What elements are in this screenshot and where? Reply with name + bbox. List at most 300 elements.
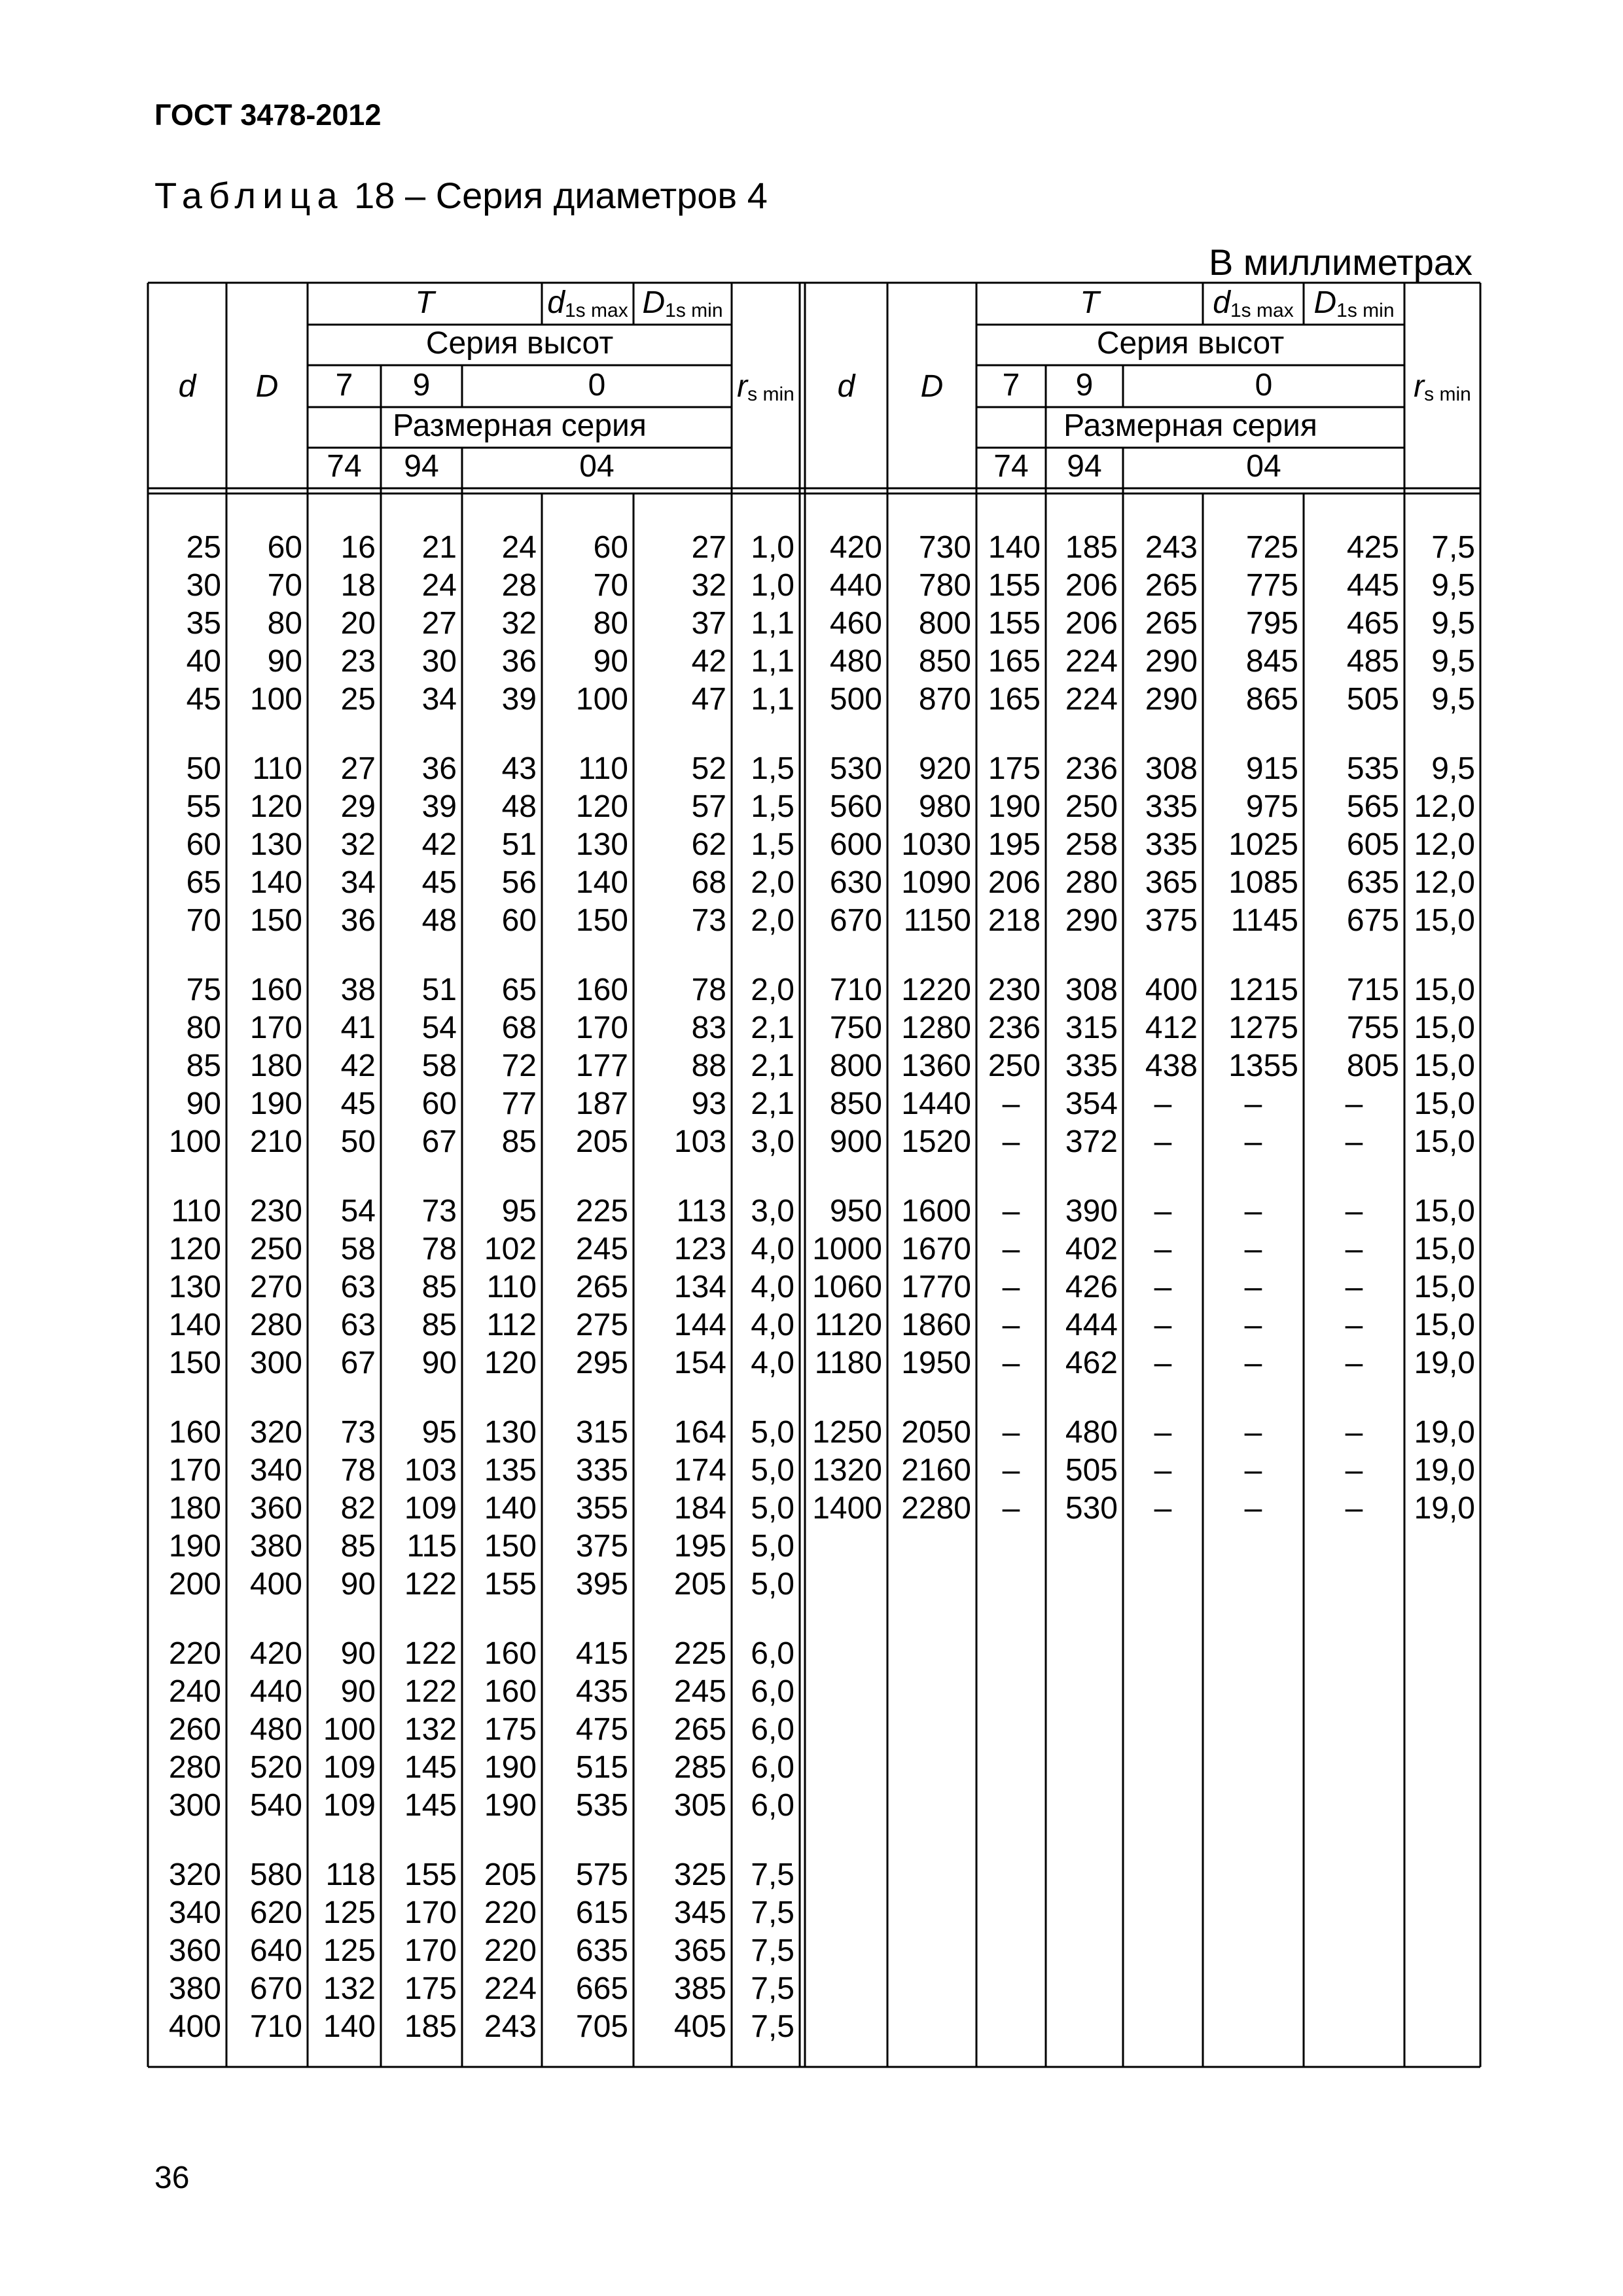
table-cell: – [1345,1086,1363,1121]
table-cell: 113 [676,1194,726,1229]
table-cell: 630 [829,865,882,900]
table-cell: 5,0 [751,1529,794,1564]
table-cell: 425 [1346,530,1399,565]
table-cell: 460 [829,606,882,641]
table-cell: 134 [673,1270,726,1304]
table-cell: 315 [575,1415,628,1450]
table-cell: 48 [501,789,537,824]
table-cell: 730 [918,530,971,565]
table-cell: – [1154,1491,1172,1526]
table-cell: 41 [340,1011,376,1045]
table-cell: 174 [673,1453,726,1488]
table-cell: 7,5 [1431,530,1475,565]
table-cell: 7,5 [751,2009,794,2044]
header-T: T [1080,285,1099,320]
table-cell: 165 [988,682,1041,717]
table-cell: 375 [575,1529,628,1564]
table-cell: 480 [1065,1415,1118,1450]
table-cell: 140 [168,1308,221,1342]
table-cell: 68 [501,1011,537,1045]
table-cell: 412 [1145,1011,1198,1045]
table-cell: 2280 [901,1491,971,1526]
table-cell: 80 [267,606,302,641]
table-cell: 150 [484,1529,537,1564]
table-cell: 15,0 [1414,1124,1475,1159]
table-cell: – [1244,1308,1262,1342]
table-word: Таблица [154,175,344,216]
table-cell: 1440 [901,1086,971,1121]
table-cell: 1275 [1228,1011,1298,1045]
table-cell: 280 [168,1750,221,1785]
table-cell: 390 [1065,1194,1118,1229]
table-cell: 155 [988,606,1041,641]
table-cell: – [1154,1086,1172,1121]
table-cell: 360 [249,1491,302,1526]
table-cell: 140 [575,865,628,900]
table-cell: 250 [988,1049,1041,1083]
table-cell: 110 [171,1194,221,1229]
table-cell: 250 [249,1232,302,1266]
table-cell: 28 [501,568,537,603]
table-cell: 120 [484,1346,537,1380]
document-code: ГОСТ 3478-2012 [154,98,382,132]
table-cell: 15,0 [1414,1011,1475,1045]
header-size-series: Размерная серия [393,408,647,443]
table-cell: 400 [168,2009,221,2044]
table-cell: 150 [575,903,628,938]
table-cell: 90 [267,644,302,679]
table-cell: 705 [575,2009,628,2044]
table-cell: 150 [168,1346,221,1380]
table-cell: 62 [691,827,726,862]
table-cell: 400 [1145,973,1198,1007]
table-cell: 320 [249,1415,302,1450]
table-cell: 85 [421,1308,457,1342]
table-cell: – [1002,1124,1020,1159]
table-cell: 90 [340,1567,376,1602]
table-cell: 750 [829,1011,882,1045]
table-cell: 12,0 [1414,789,1475,824]
table-cell: 82 [340,1491,376,1526]
table-cell: 1150 [903,903,971,938]
table-cell: 380 [249,1529,302,1564]
table-cell: 444 [1065,1308,1118,1342]
table-cell: – [1345,1270,1363,1304]
table-cell: 27 [340,751,376,786]
table-cell: 600 [829,827,882,862]
table-cell: 110 [578,751,628,786]
table-cell: 32 [691,568,726,603]
table-cell: 308 [1065,973,1118,1007]
table-cell: – [1244,1124,1262,1159]
table-cell: 206 [1065,606,1118,641]
header-d: d [178,369,196,404]
table-cell: 15,0 [1414,1270,1475,1304]
table-cell: 206 [988,865,1041,900]
table-cell: 420 [249,1636,302,1671]
table-cell: 70 [186,903,221,938]
table-cell: 530 [829,751,882,786]
table-cell: 90 [593,644,628,679]
table-cell: 7,5 [751,1895,794,1930]
table-cell: 355 [575,1491,628,1526]
table-cell: – [1002,1415,1020,1450]
table-cell: 54 [421,1011,457,1045]
table-cell: 140 [249,865,302,900]
table-cell: 290 [1065,903,1118,938]
table-cell: 155 [988,568,1041,603]
table-cell: 32 [501,606,537,641]
table-cell: – [1345,1415,1363,1450]
table-cell: 1,5 [751,827,794,862]
table-cell: 440 [249,1674,302,1709]
table-cell: 335 [575,1453,628,1488]
table-cell: 1,1 [751,644,794,679]
table-cell: 125 [323,1895,376,1930]
table-cell: 2,1 [751,1049,794,1083]
table-cell: 1,5 [751,789,794,824]
table-cell: 340 [168,1895,221,1930]
table-cell: 35 [186,606,221,641]
table-cell: 1860 [901,1308,971,1342]
table-cell: – [1244,1491,1262,1526]
table-cell: 185 [1065,530,1118,565]
table-cell: 6,0 [751,1788,794,1823]
header-size-series: Размерная серия [1063,408,1317,443]
table-cell: 230 [249,1194,302,1229]
table-cell: 58 [421,1049,457,1083]
table-cell: 480 [249,1712,302,1747]
table-cell: 870 [918,682,971,717]
table-cell: – [1002,1194,1020,1229]
table-cell: – [1345,1308,1363,1342]
table-cell: – [1154,1194,1172,1229]
table-cell: 225 [575,1194,628,1229]
table-cell: 980 [918,789,971,824]
table-cell: 1030 [901,827,971,862]
table-cell: 290 [1145,644,1198,679]
table-cell: – [1154,1124,1172,1159]
table-cell: 19,0 [1414,1346,1475,1380]
table-cell: 34 [421,682,457,717]
table-cell: 725 [1245,530,1298,565]
table-cell: 185 [404,2009,457,2044]
table-cell: 224 [1065,682,1118,717]
table-cell: 4,0 [751,1346,794,1380]
table-cell: 975 [1245,789,1298,824]
header-D: D [255,369,279,404]
table-cell: 795 [1245,606,1298,641]
table-cell: 575 [575,1857,628,1892]
table-cell: 12,0 [1414,827,1475,862]
units-label: В миллиметрах [1208,242,1472,283]
table-cell: 190 [249,1086,302,1121]
table-cell: 243 [1145,530,1198,565]
table-cell: 140 [484,1491,537,1526]
table-cell: 1950 [901,1346,971,1380]
table-cell: 132 [404,1712,457,1747]
table-cell: 206 [1065,568,1118,603]
table-cell: 6,0 [751,1674,794,1709]
table-cell: 270 [249,1270,302,1304]
table-cell: 32 [340,827,376,862]
table-cell: 675 [1346,903,1399,938]
table-cell: 402 [1065,1232,1118,1266]
table-cell: 36 [340,903,376,938]
table-cell: 665 [575,1971,628,2006]
table-cell: 77 [501,1086,537,1121]
table-cell: 175 [988,751,1041,786]
table-cell: – [1345,1232,1363,1266]
table-cell: 365 [673,1933,726,1968]
table-cell: 1,0 [751,530,794,565]
table-cell: 140 [988,530,1041,565]
table-cell: 37 [691,606,726,641]
table-cell: 60 [186,827,221,862]
table-cell: 420 [829,530,882,565]
table-cell: 132 [323,1971,376,2006]
table-cell: 122 [404,1636,457,1671]
table-cell: 435 [575,1674,628,1709]
table-cell: 88 [691,1049,726,1083]
table-cell: 305 [673,1788,726,1823]
table-cell: 195 [988,827,1041,862]
table-cell: 380 [168,1971,221,2006]
header-d: d [837,369,855,404]
table-cell: 9,5 [1431,644,1475,679]
table-cell: 58 [340,1232,376,1266]
table-cell: 23 [340,644,376,679]
table-cell: 224 [1065,644,1118,679]
table-cell: 90 [421,1346,457,1380]
table-cell: 335 [1065,1049,1118,1083]
header-height-7: 7 [335,368,353,403]
table-cell: 7,5 [751,1857,794,1892]
table-cell: 67 [421,1124,457,1159]
header-d1s-max: d1s max [547,285,628,321]
table-cell: 50 [340,1124,376,1159]
table-cell: 160 [575,973,628,1007]
table-cell: – [1345,1194,1363,1229]
header-D: D [920,369,944,404]
table-cell: 800 [918,606,971,641]
table-cell: 220 [484,1895,537,1930]
table-cell: 775 [1245,568,1298,603]
table-cell: 65 [501,973,537,1007]
table-cell: 480 [829,644,882,679]
table-cell: 125 [323,1933,376,1968]
table-cell: 280 [1065,865,1118,900]
table-cell: 850 [918,644,971,679]
table-cell: 110 [252,751,302,786]
table-cell: 29 [340,789,376,824]
header-size-74: 74 [993,449,1029,484]
table-cell: 7,5 [751,1933,794,1968]
table-cell: – [1002,1491,1020,1526]
table-cell: 865 [1245,682,1298,717]
table-cell: – [1002,1346,1020,1380]
table-cell: 20 [340,606,376,641]
table-cell: 285 [673,1750,726,1785]
table-cell: 230 [988,973,1041,1007]
table-cell: 102 [484,1232,537,1266]
table-cell: 205 [673,1567,726,1602]
table-cell: 710 [249,2009,302,2044]
table-cell: 130 [484,1415,537,1450]
table-cell: 900 [829,1124,882,1159]
table-cell: 640 [249,1933,302,1968]
table-cell: 73 [691,903,726,938]
header-height-0: 0 [1255,368,1273,403]
table-cell: 438 [1145,1049,1198,1083]
table-cell: 140 [323,2009,376,2044]
table-cell: 73 [421,1194,457,1229]
table-cell: – [1345,1453,1363,1488]
table-cell: 48 [421,903,457,938]
table-cell: 15,0 [1414,1086,1475,1121]
table-cell: 36 [501,644,537,679]
table-cell: 354 [1065,1086,1118,1121]
table-cell: 27 [421,606,457,641]
table-cell: 2,1 [751,1086,794,1121]
table-cell: 175 [484,1712,537,1747]
table-cell: 670 [829,903,882,938]
table-cell: 130 [249,827,302,862]
table-cell: 195 [673,1529,726,1564]
table-cell: 535 [1346,751,1399,786]
table-cell: 1000 [812,1232,882,1266]
table-cell: 34 [340,865,376,900]
table-cell: – [1154,1415,1172,1450]
table-cell: 78 [691,973,726,1007]
table-cell: 395 [575,1567,628,1602]
table-cell: 540 [249,1788,302,1823]
table-cell: 315 [1065,1011,1118,1045]
table-cell: – [1002,1232,1020,1266]
table-cell: 340 [249,1453,302,1488]
table-cell: 565 [1346,789,1399,824]
table-cell: 635 [1346,865,1399,900]
table-cell: 1090 [901,865,971,900]
table-cell: 1120 [814,1308,882,1342]
table-cell: 365 [1145,865,1198,900]
table-cell: 170 [404,1933,457,1968]
table-cell: 120 [575,789,628,824]
table-cell: 73 [340,1415,376,1450]
table-cell: 175 [404,1971,457,2006]
table-cell: 120 [168,1232,221,1266]
table-cell: 110 [486,1270,537,1304]
table-cell: 335 [1145,789,1198,824]
table-cell: 103 [404,1453,457,1488]
table-cell: 605 [1346,827,1399,862]
table-cell: 57 [691,789,726,824]
table-cell: 160 [249,973,302,1007]
table-cell: 7,5 [751,1971,794,2006]
table-cell: 145 [404,1750,457,1785]
table-cell: 90 [186,1086,221,1121]
table-cell: 950 [829,1194,882,1229]
table-cell: 25 [340,682,376,717]
table-cell: 1250 [812,1415,882,1450]
table-cell: – [1154,1453,1172,1488]
table-cell: 335 [1145,827,1198,862]
table-cell: 360 [168,1933,221,1968]
table-cell: 210 [249,1124,302,1159]
table-cell: 560 [829,789,882,824]
table-cell: 1355 [1228,1049,1298,1083]
table-cell: 54 [340,1194,376,1229]
table-cell: 24 [421,568,457,603]
table-cell: 95 [421,1415,457,1450]
table-cell: 85 [186,1049,221,1083]
table-cell: 1,0 [751,568,794,603]
table-cell: 100 [323,1712,376,1747]
table-cell: 43 [501,751,537,786]
table-cell: 1085 [1228,865,1298,900]
table-cell: 2,1 [751,1011,794,1045]
table-cell: 15,0 [1414,973,1475,1007]
table-cell: 70 [267,568,302,603]
table-caption [154,174,768,217]
table-cell: 83 [691,1011,726,1045]
table-cell: 3,0 [751,1124,794,1159]
table-cell: 1280 [901,1011,971,1045]
table-cell: 19,0 [1414,1453,1475,1488]
table-cell: 300 [249,1346,302,1380]
table-cell: 16 [340,530,376,565]
table-cell: 160 [484,1636,537,1671]
table-cell: 27 [691,530,726,565]
table-cell: 205 [575,1124,628,1159]
table-cell: – [1244,1415,1262,1450]
table-cell: 93 [691,1086,726,1121]
table-cell: 485 [1346,644,1399,679]
table-cell: 220 [484,1933,537,1968]
table-cell: 1670 [901,1232,971,1266]
table-cell: – [1244,1086,1262,1121]
table-cell: 1,5 [751,751,794,786]
table-cell: 109 [404,1491,457,1526]
table-cell: 150 [249,903,302,938]
table-cell: 4,0 [751,1232,794,1266]
table-cell: 475 [575,1712,628,1747]
table-cell: 177 [575,1049,628,1083]
table-cell: 1025 [1228,827,1298,862]
table-cell: 155 [404,1857,457,1892]
table-cell: 345 [673,1895,726,1930]
table-cell: 42 [421,827,457,862]
table-cell: 218 [988,903,1041,938]
header-D1s-min: D1s min [1313,285,1395,321]
table-cell: – [1244,1346,1262,1380]
table-cell: 520 [249,1750,302,1785]
header-size-94: 94 [404,449,439,484]
table-cell: 1215 [1228,973,1298,1007]
table-cell: 415 [575,1636,628,1671]
table-cell: 2,0 [751,973,794,1007]
table-cell: 920 [918,751,971,786]
table-cell: 580 [249,1857,302,1892]
table-cell: 205 [484,1857,537,1892]
table-cell: 15,0 [1414,1232,1475,1266]
table-cell: 51 [501,827,537,862]
table-cell: 190 [168,1529,221,1564]
table-cell: 130 [168,1270,221,1304]
table-cell: 144 [673,1308,726,1342]
table-cell: 145 [404,1788,457,1823]
table-cell: 2050 [901,1415,971,1450]
